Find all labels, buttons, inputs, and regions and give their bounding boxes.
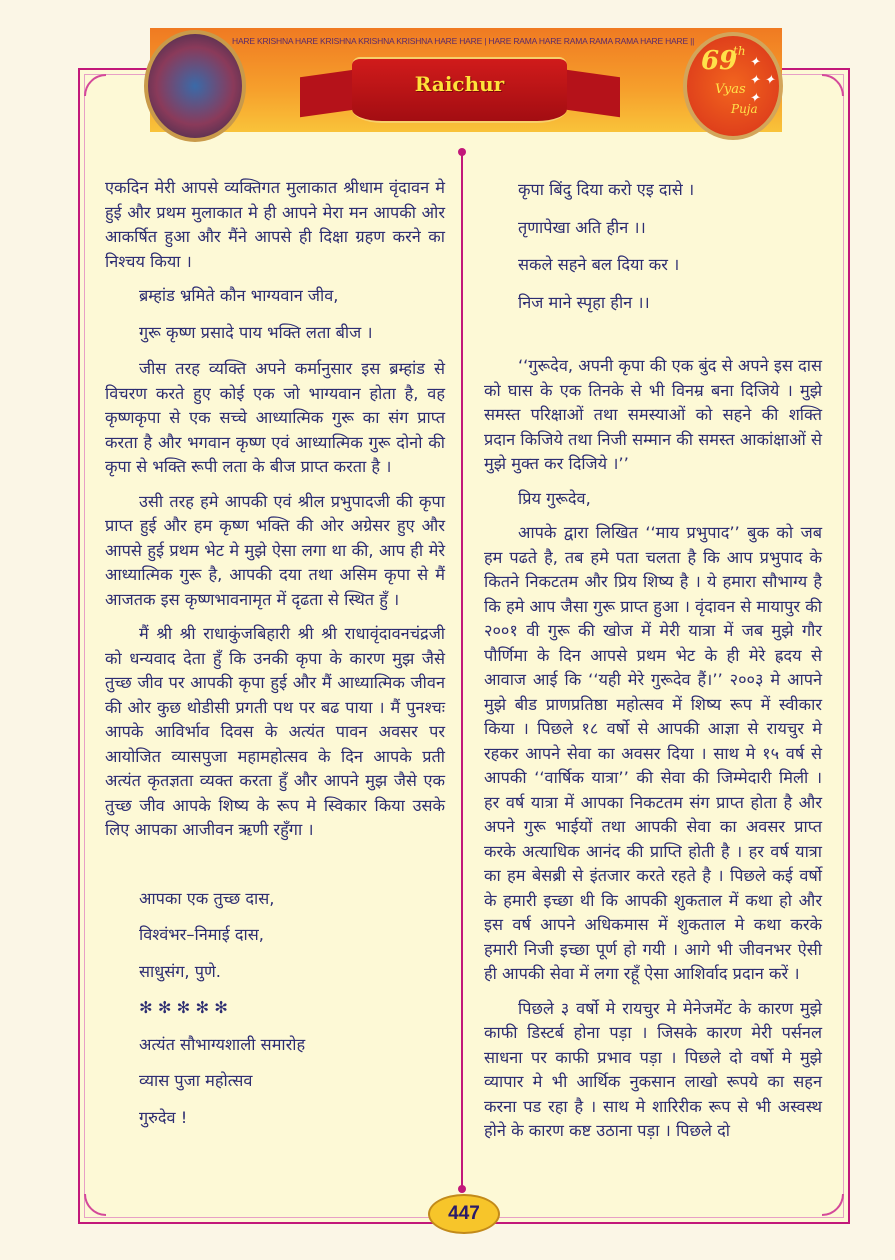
deity-image xyxy=(144,30,246,142)
signoff-line: व्यास पुजा महोत्सव xyxy=(139,1071,253,1090)
paragraph: जीस तरह व्यक्ति अपने कर्मानुसार इस ब्रम्हांड से विचरण करते हुए कोई एक जो भाग्यवान होता है, वह कृष्णकृपा से एक सच्चे आध्यात्मिक गुरू का संग प्राप्त करता है और भगवान कृष्ण एवं आध्यात्मिक गुरू दोनो की कृपा से भक्ति रूपी लता के बीज प्राप्त करता है । xyxy=(105,359,445,476)
paragraph: पिछले ३ वर्षो मे रायचुर मे मेनेजमेंट के कारण मुझे काफी डिस्टर्ब होना पड़ा । जिसके कारण मेरी पर्सनल साधना पर काफी प्रभाव पड़ा । पिछले दो वर्षो मे मुझे व्यापार मे भी आर्थिक नुकसान लाखो रूपये का सहन करना पड रहा है । साथ मे शारिरीक रूप से भी अस्वस्थ होने के कारण कष्ट उठाना पड़ा । पिछले दो xyxy=(484,998,822,1140)
page-title: Raichur xyxy=(414,72,505,96)
verse-line: निज माने स्पृहा हीन ।। xyxy=(518,292,650,312)
right-column xyxy=(484,178,822,1154)
stars-icon: ✦ ✦ ✦ ✦ xyxy=(749,55,775,106)
left-column xyxy=(105,176,445,1142)
verse-line: ब्रम्हांड भ्रमिते कौन भाग्यवान जीव, xyxy=(139,286,339,305)
badge-number: 69 xyxy=(701,46,738,76)
verse-line: कृपा बिंदु दिया करो एइ दासे । xyxy=(518,180,695,199)
asterisks: ✻ ✻ ✻ ✻ ✻ xyxy=(139,998,228,1017)
divider-dot xyxy=(458,148,466,156)
signoff-line: विश्वंभर–निमाई दास, xyxy=(139,925,264,944)
badge-line1: Vyas xyxy=(715,82,746,97)
column-divider xyxy=(461,150,463,1190)
divider-dot xyxy=(458,1185,466,1193)
paragraph: ‘‘गुरूदेव, अपनी कृपा की एक बुंद से अपने इस दास को घास के एक तिनके से भी विनम्र बना दिजिये । मुझे समस्त परिक्षाओं तथा समस्याओं को सहने की शक्ति प्रदान किजिये तथा निजी सम्मान की समस्त आकांक्षाओं से मुझे मुक्त कर दिजिये ।’’ xyxy=(484,356,822,473)
verse-line: सकले सहने बल दिया कर । xyxy=(518,255,680,274)
verse-line: गुरू कृष्ण प्रसादे पाय भक्ति लता बीज । xyxy=(139,322,373,342)
salutation: प्रिय गुरूदेव, xyxy=(518,488,591,508)
badge-line2: Puja xyxy=(731,102,758,116)
signoff-line: अत्यंत सौभाग्यशाली समारोह xyxy=(139,1034,306,1054)
signoff-line: गुरुदेव ! xyxy=(139,1107,188,1127)
paragraph: आपके द्वारा लिखित ‘‘माय प्रभुपाद’’ बुक को जब हम पढते है, तब हमे पता चलता है कि आप प्रभुपाद के कितने निकटतम और प्रिय शिष्य है । ये हमारा सौभाग्य है कि हमे आप जैसा गुरू प्राप्त हुआ । वृंदावन से मायापुर की २००१ वी गुरू की खोज में मेरी यात्रा में जब मुझे गौर पौर्णिमा के दिन आपसे प्रथम भेट के ही मेरे ह्रदय से आवाज आई कि ‘‘यही मेरे गुरूदेव हैं।’’ २००३ मे आपने मुझे बीड प्राणप्रतिष्ठा महोत्सव में शिष्य रूप में स्वीकार किया । पिछले १८ वर्षो से आपकी आज्ञा से रायचुर मे रहकर आपने सेवा का अवसर दिया । साथ मे १५ वर्ष से आपकी ‘‘वार्षिक यात्रा’’ की सेवा की जिम्मेदारी मिली । हर वर्ष यात्रा में आपका निकटतम संग प्राप्त होता है और अपने गुरू भाईयों तथा आपकी सेवा का अवसर प्राप्त करके अत्याधिक आनंद की प्राप्ति होती है । हर वर्ष यात्रा का हम बेसब्री से इंतजार करते रहते है । पिछले कई वर्षो के हमारी इच्छा थी कि आपकी शुकताल में कथा हो और इस वर्ष आपने अधिकमास में शुकताल मे कथा करके हमारी निजी इच्छा पूर्ण हो गयी । आगे भी जीवनभर ऐसी ही आपकी सेवा में लगा रहूँ ऐसा आशिर्वाद प्रदान करें । xyxy=(484,523,822,983)
mantra-text: HARE KRISHNA HARE KRISHNA KRISHNA KRISHNA HARE HARE | HARE RAMA HARE RAMA RAMA RAMA HARE HARE || xyxy=(232,36,695,46)
vyas-puja-badge xyxy=(683,32,783,140)
paragraph: एकदिन मेरी आपसे व्यक्तिगत मुलाकात श्रीधाम वृंदावन मे हुई और प्रथम मुलाकात मे ही आपने मेरा मन आपकी ओर आकर्षित हुआ और मैंने आपसे ही दिक्षा ग्रहण करने का निश्चय किया । xyxy=(105,178,445,271)
paragraph: उसी तरह हमे आपकी एवं श्रील प्रभुपादजी की कृपा प्राप्त हुई और हम कृष्ण भक्ति की ओर अग्रेसर हुए और आपसे हुई प्रथम भेट मे मुझे ऐसा लगा था की, आप ही मेरे आध्यात्मिक गुरू है, आपकी दया तथा असिम कृपा से मैं आजतक इस कृष्णभावनामृत में दृढता से स्थित हुँ । xyxy=(105,491,445,609)
page-number: 447 xyxy=(428,1194,500,1234)
verse-line: तृणापेखा अति हीन ।। xyxy=(518,217,646,237)
signoff-line: साधुसंग, पुणे. xyxy=(139,961,221,981)
badge-suffix: th xyxy=(733,44,746,58)
paragraph: मैं श्री श्री राधाकुंजबिहारी श्री श्री राधावृंदावनचंद्रजी को धन्यवाद देता हुँ कि उनकी कृपा के कारण मुझ जैसे तुच्छ जीव पर आपकी कृपा हुई और मैं आध्यात्मिक जीवन की ओर कुछ थोडीसी प्रगती पथ पर बढ पाया । मैं पुनश्चः आपके आविर्भाव दिवस के अत्यंत पावन अवसर पर आयोजित व्यासपुजा महामहोत्सव के दिन आपके प्रती अत्यंत कृतज्ञता व्यक्त करता हुँ और आपने मुझ जैसे एक तुच्छ जीव आपके शिष्य के रूप मे स्विकार किया उसके लिए आपका आजीवन ऋणी रहुँगा । xyxy=(105,624,445,839)
signoff-line: आपका एक तुच्छ दास, xyxy=(139,888,275,908)
